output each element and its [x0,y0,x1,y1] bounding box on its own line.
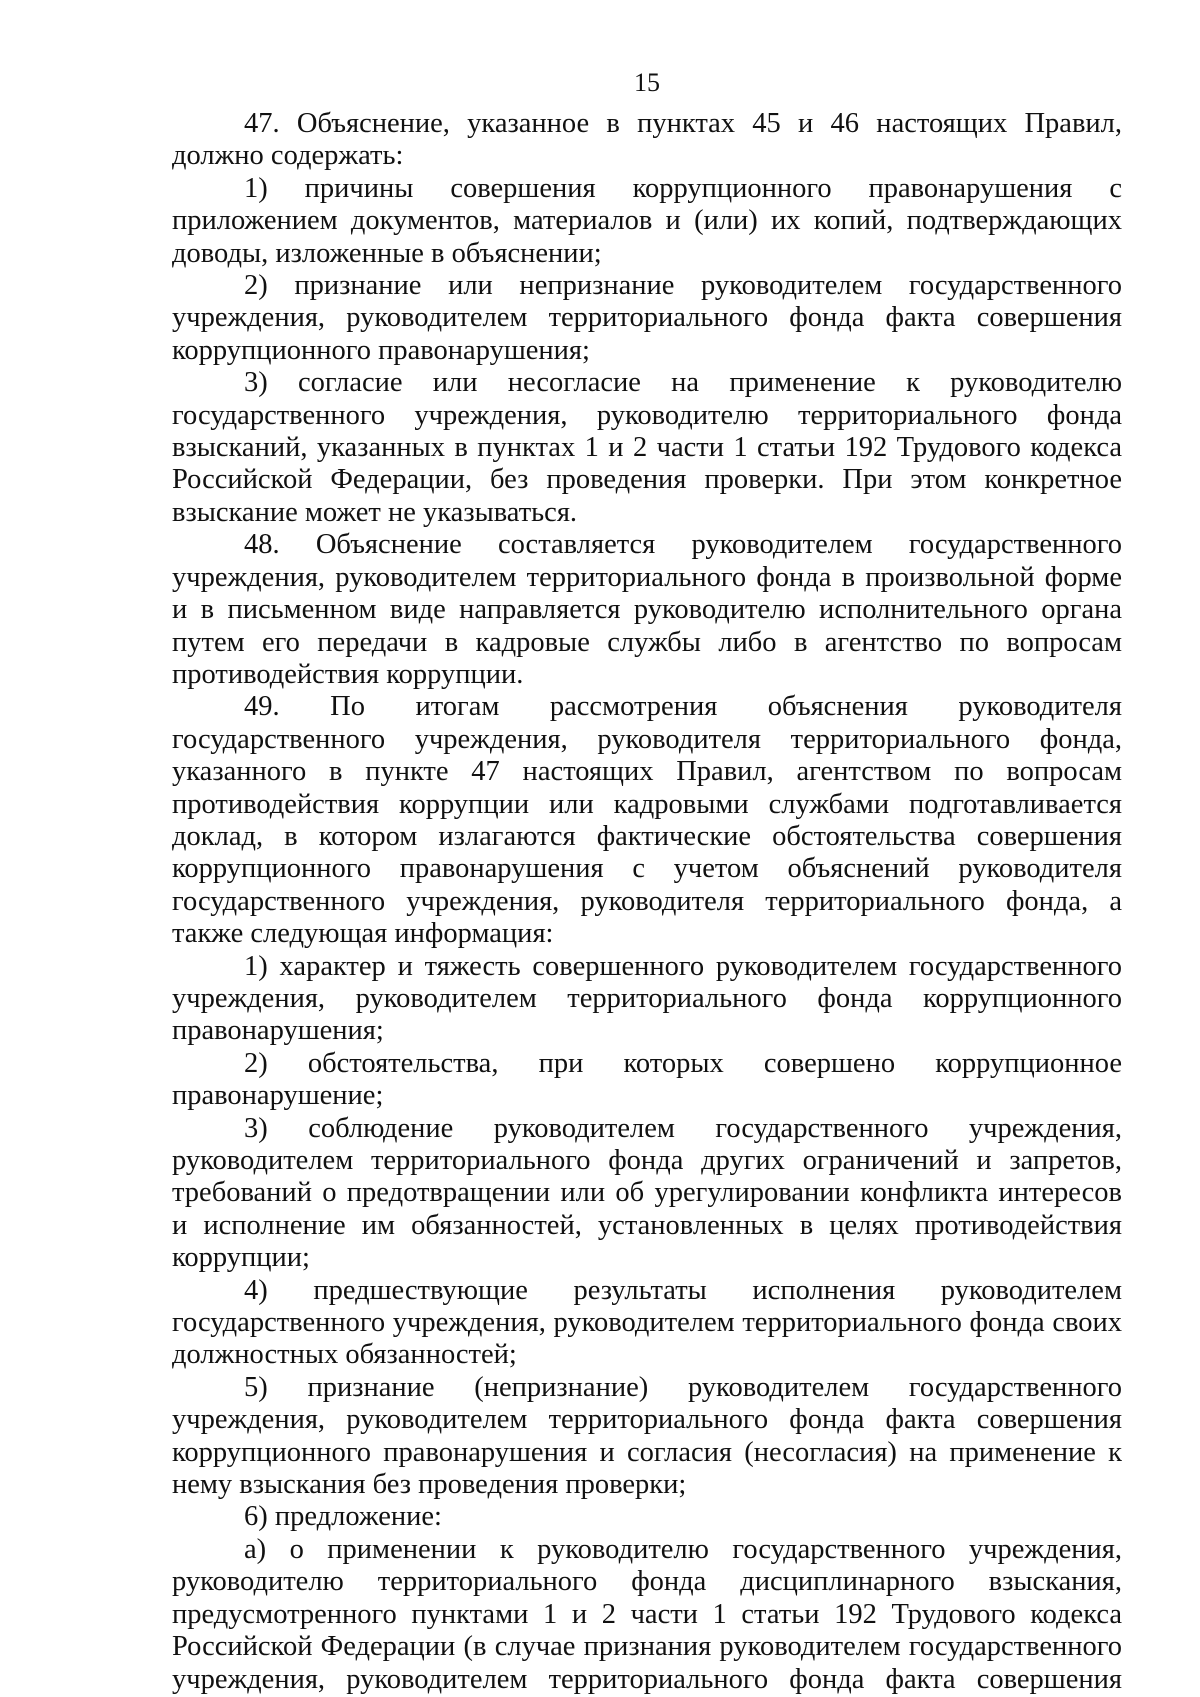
paragraph-47: 47. Объяснение, указанное в пунктах 45 и 46 настоящих Правил, должно содержать: [172,108,1122,172]
paragraph-49: 49. По итогам рассмотрения объяснения руководителя государственного учреждения, руководителя территориального фонда, указанного в пункте 47 настоящих Правил, агентством по вопросам противодействия коррупции или кадровыми службами подготавливается доклад, в котором излагаются фактические обстоятельства совершения коррупционного правонарушения с учетом объяснений руководителя государственного учреждения, руководителя территориального фонда, а также следующая информация: [172,691,1122,950]
document-page [172,60,1122,1696]
paragraph-49-item-2: 2) обстоятельства, при которых совершено коррупционное правонарушение; [172,1047,1122,1112]
paragraph-49-item-4: 4) предшествующие результаты исполнения руководителем государственного учреждения, руководителем территориального фонда своих должностных обязанностей; [172,1274,1122,1371]
paragraph-47-item-3: 3) согласие или несогласие на применение к руководителю государственного учреждения, руководителю территориального фонда взысканий, указанных в пунктах 1 и 2 части 1 статьи 192 Трудового кодекса Российской Федерации, без проведения проверки. При этом конкретное взыскание может не указываться. [172,367,1122,528]
paragraph-49-item-3: 3) соблюдение руководителем государственного учреждения, руководителем территориального фонда других ограничений и запретов, требований о предотвращении или об урегулировании конфликта интересов и исполнение им обязанностей, установленных в целях противодействия коррупции; [172,1112,1122,1274]
paragraph-47-item-2: 2) признание или непризнание руководителем государственного учреждения, руководителем территориального фонда факта совершения коррупционного правонарушения; [172,270,1122,366]
paragraph-48: 48. Объяснение составляется руководителем государственного учреждения, руководителем территориального фонда в произвольной форме и в письменном виде направляется руководителю исполнительного органа путем его передачи в кадровые службы либо в агентство по вопросам противодействия коррупции. [172,529,1122,690]
paragraph-47-item-1: 1) причины совершения коррупционного правонарушения с приложением документов, материалов и (или) их копий, подтверждающих доводы, изложенные в объяснении; [172,172,1122,269]
paragraph-49-item-5: 5) признание (непризнание) руководителем государственного учреждения, руководителем территориального фонда факта совершения коррупционного правонарушения и согласия (несогласия) на применение к нему взыскания без проведения проверки; [172,1371,1122,1501]
paragraph-49-item-6a: а) о применении к руководителю государственного учреждения, руководителю территориального фонда дисциплинарного взыскания, предусмотренного пунктами 1 и 2 части 1 статьи 192 Трудового кодекса Российской Федерации (в случае признания руководителем государственного учреждения, руководителем территориального фонда факта совершения [172,1533,1122,1695]
paragraph-49-item-6: 6) предложение: [244,1501,442,1533]
paragraph-49-item-1: 1) характер и тяжесть совершенного руководителем государственного учреждения, руководителем территориального фонда коррупционного правонарушения; [172,950,1122,1047]
page-number: 15 [634,68,660,97]
